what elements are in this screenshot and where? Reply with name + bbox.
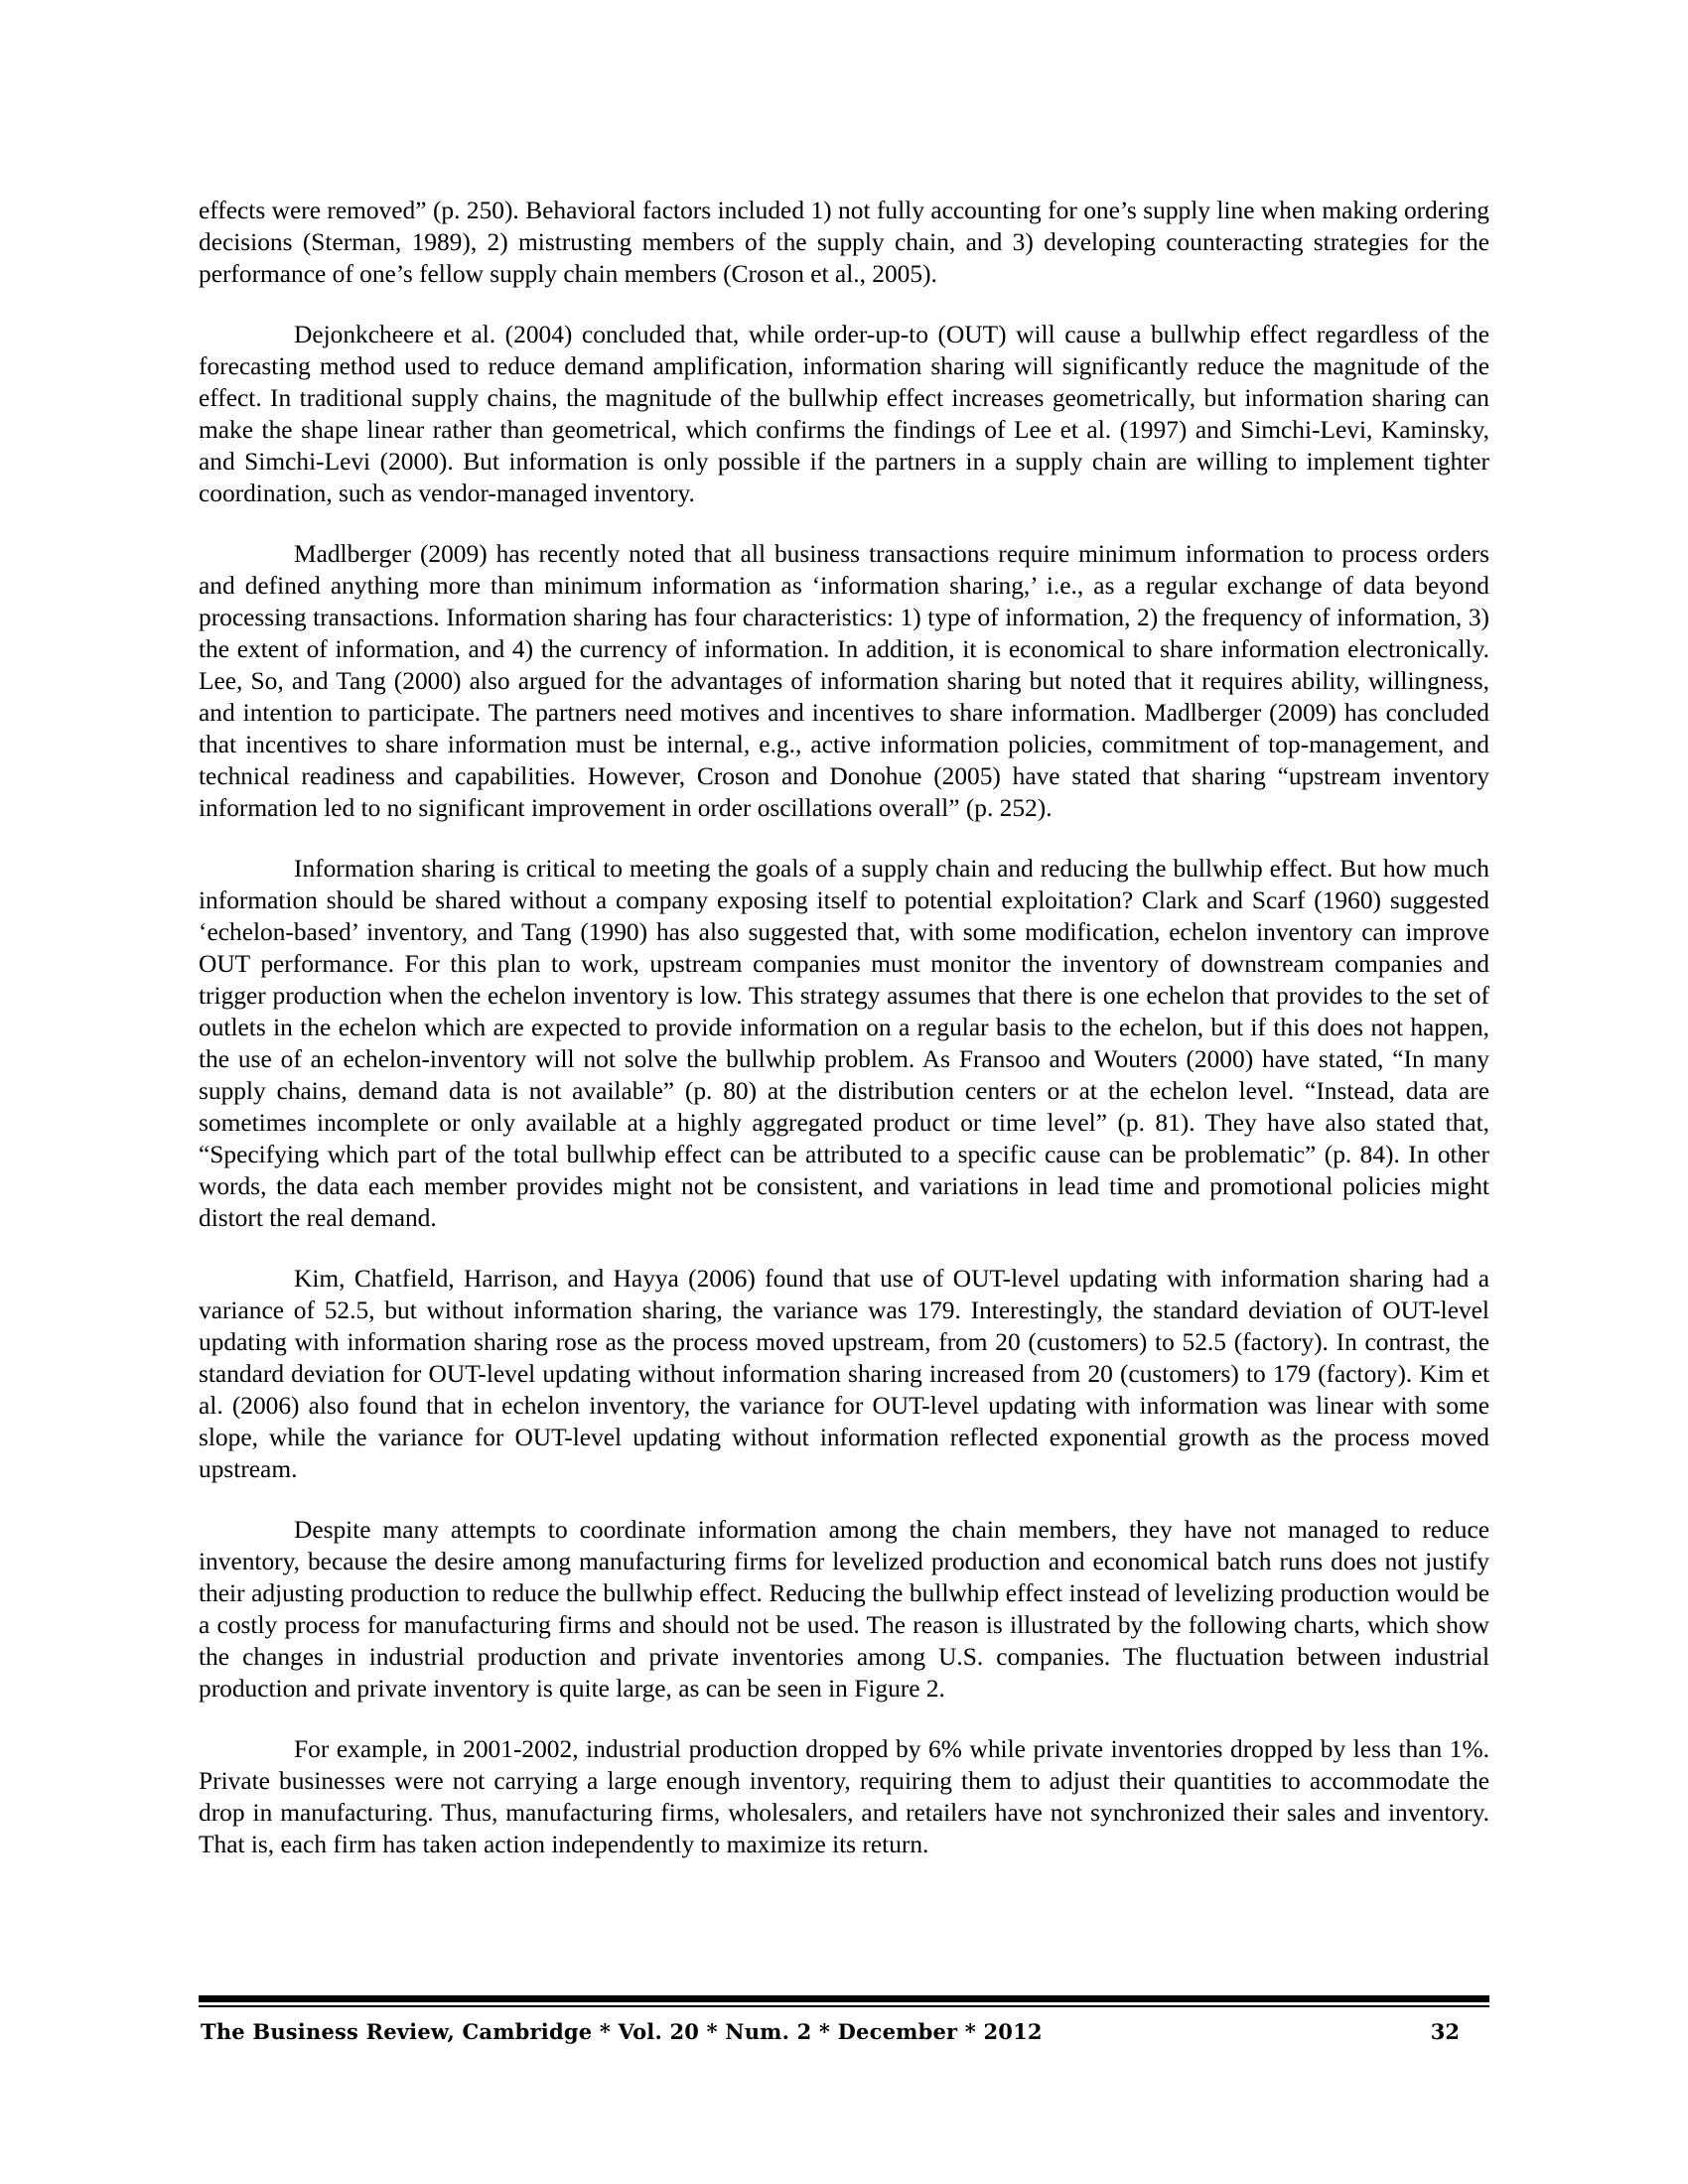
paragraph-coordination: Despite many attempts to coordinate information among the chain members, they have not managed to reduce inventory, because the desire among manufacturing firms for levelized production and economical batch runs does not justify their adjusting production to reduce the bullwhip effect. Reducing the bullwhip effect instead of levelizing production would be a costly process for manufacturing firms and should not be used. The reason is illustrated by the following charts, which show the changes in industrial production and private inventories among U.S. companies. The fluctuation between industrial production and private inventory is quite large, as can be seen in Figure 2. [199,1516,1489,1703]
paragraph-information-sharing: Information sharing is critical to meeting the goals of a supply chain and reducing the bullwhip effect. But how much information should be shared without a company exposing itself to potential exploitation? Clark and Scarf (1960) suggested ‘echelon-based’ inventory, and Tang (1990) has also suggested that, with some modification, echelon inventory can improve OUT performance. For this plan to work, upstream companies must monitor the inventory of downstream companies and trigger production when the echelon inventory is low. This strategy assumes that there is one echelon that provides to the set of outlets in the echelon which are expected to provide information on a regular basis to the echelon, but if this does not happen, the use of an echelon-inventory will not solve the bullwhip problem. As Fransoo and Wouters (2000) have stated, “In many supply chains, demand data is not available” (p. 80) at the distribution centers or at the echelon level. “Instead, data are sometimes incomplete or only available at a highly aggregated product or time level” (p. 81). They have also stated that, “Specifying which part of the total bullwhip effect can be attributed to a specific cause can be problematic” (p. 84). In other words, the data each member provides might not be consistent, and variations in lead time and promotional policies might distort the real demand. [199,855,1489,1232]
paragraph-kim: Kim, Chatfield, Harrison, and Hayya (2006) found that use of OUT-level updating with information sharing had a variance of 52.5, but without information sharing, the variance was 179. Interestingly, the standard deviation of OUT-level updating with information sharing rose as the process moved upstream, from 20 (customers) to 52.5 (factory). In contrast, the standard deviation for OUT-level updating without information sharing increased from 20 (customers) to 179 (factory). Kim et al. (2006) also found that in echelon inventory, the variance for OUT-level updating with information was linear with some slope, while the variance for OUT-level updating without information reflected exponential growth as the process moved upstream. [199,1265,1489,1483]
page-number: 32 [1430,2019,1460,2044]
page-body [199,195,1489,1889]
footer-journal-citation: The Business Review, Cambridge * Vol. 20 * Num. 2 * December * 2012 [201,2019,1043,2044]
paragraph-example: For example, in 2001-2002, industrial production dropped by 6% while private inventories dropped by less than 1%. Private businesses were not carrying a large enough inventory, requiring them to adjust their quantities to accommodate the drop in manufacturing. Thus, manufacturing firms, wholesalers, and retailers have not synchronized their sales and inventory. That is, each firm has taken action independently to maximize its return. [199,1735,1489,1858]
paragraph-dejonkcheere: Dejonkcheere et al. (2004) concluded that, while order-up-to (OUT) will cause a bullwhip effect regardless of the forecasting method used to reduce demand amplification, information sharing will significantly reduce the magnitude of the effect. In traditional supply chains, the magnitude of the bullwhip effect increases geometrically, but information sharing can make the shape linear rather than geometrical, which confirms the findings of Lee et al. (1997) and Simchi-Levi, Kaminsky, and Simchi-Levi (2000). But information is only possible if the partners in a supply chain are willing to implement tighter coordination, such as vendor-managed inventory. [199,321,1489,507]
footer-rule-thick [199,1995,1489,2002]
paragraph-madlberger: Madlberger (2009) has recently noted that all business transactions require minimum information to process orders and defined anything more than minimum information as ‘information sharing,’ i.e., as a regular exchange of data beyond processing transactions. Information sharing has four characteristics: 1) type of information, 2) the frequency of information, 3) the extent of information, and 4) the currency of information. In addition, it is economical to share information electronically. Lee, So, and Tang (2000) also argued for the advantages of information sharing but noted that it requires ability, willingness, and intention to participate. The partners need motives and incentives to share information. Madlberger (2009) has concluded that incentives to share information must be internal, e.g., active information policies, commitment of top-management, and technical readiness and capabilities. However, Croson and Donohue (2005) have stated that sharing “upstream inventory information led to no significant improvement in order oscillations overall” (p. 252). [199,540,1489,822]
paragraph-continuation: effects were removed” (p. 250). Behavioral factors included 1) not fully accounting for one’s supply line when making ordering decisions (Sterman, 1989), 2) mistrusting members of the supply chain, and 3) developing counteracting strategies for the performance of one’s fellow supply chain members (Croson et al., 2005). [199,197,1489,288]
footer-rule-thin [199,2005,1489,2007]
